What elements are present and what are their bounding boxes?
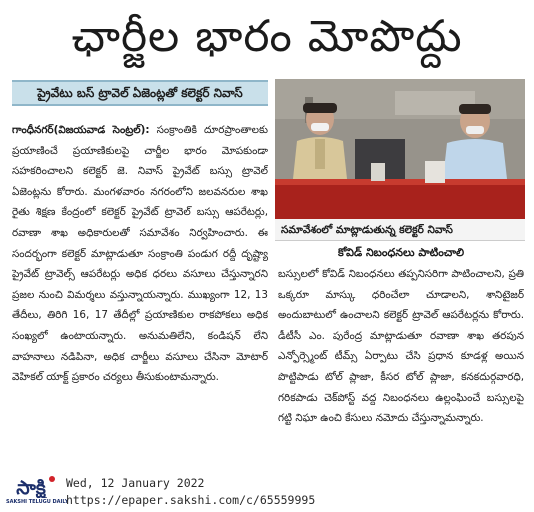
article-right-body: బస్సులలో కోవిడ్ నిబంధనలు తప్పనిసరిగా పాటించాలని, ప్రతి ఒక్కరూ మాస్కు ధరించేలా చూడాలని, శానిటైజర్ అందుబాటులో ఉంచాలని కలెక్టర్ ట్రావెల్ ఆపరేటర్లను కోరారు. డీటీసీ ఎం. పురేంద్ర మాట్లాడుతూ రవాణా శాఖ తరపున ఎన్ఫోర్స్మెంట్ టీమ్స్ ఏర్పాటు చేసి ప్రధాన కూడళ్ల అయిన పొట్టిపాడు టోల్ ప్లాజా, కీసర టోల్ ప్లాజా, కనకదుర్గవారధి, గరికపాడు చెక్‌పోస్ట్ వద్ద నిబంధనలు ఉల్లంఘించే బస్సులపై గట్టి నిఘా ఉంచి కేసులు నమోదు చేస్తున్నామన్నారు.: [278, 268, 524, 425]
article-left-paragraph: [12, 120, 268, 388]
page-footer: [0, 472, 534, 512]
meeting-photo-image: [275, 79, 525, 219]
article-left-column: [12, 120, 268, 500]
epaper-link[interactable]: https://epaper.sakshi.com/c/65559995: [66, 493, 316, 507]
photo-caption: సమావేశంలో మాట్లాడుతున్న కలెక్టర్ నివాస్: [281, 224, 453, 236]
article-headline: ఛార్జీల భారం మోపొద్దు: [71, 11, 463, 62]
sakshi-logo: [4, 474, 69, 510]
article-right-column: [278, 264, 524, 494]
article-subheadline: ప్రైవేటు బస్ ట్రావెల్ ఏజెంట్లతో కలెక్టర్ నివాస్: [37, 86, 243, 100]
sakshi-logo-word: సాక్షి: [16, 477, 46, 498]
article-left-body: సంక్రాంతికి దూరప్రాంతాలకు ప్రయాణించే ప్రయాణికులపై చార్జీల భారం మోపకుండా సహకరించాలని కలెక్టర్ జె. నివాస్ ప్రైవేట్ బస్సు ట్రావెల్ ఏజెంట్లను కోరారు. మంగళవారం నగరంలోని జలవనరుల శాఖ రైతు శిక్షణ కేంద్రంలో కలెక్టర్ ప్రైవేట్ ట్రావెల్ బస్సు ఆపరేటర్లు, రవాణా శాఖ అధికారులతో సమావేశం నిర్వహించారు. ఈ సందర్భంగా కలెక్టర్ మాట్లాడుతూ సంక్రాంతి పండుగ రద్దీ దృష్ట్యా ప్రైవేట్ ట్రావెల్స్ ఆపరేటర్లు అధిక ధరలు వసూలు చేస్తున్నారని ప్రజల నుంచి విమర్శలు వస్తున్నాయన్నారు. ముఖ్యంగా 12, 13 తేదీలు, తిరిగి 16, 17 తేదీల్లో ప్రయాణికుల రాకపోకలు అధిక సంఖ్యలో ఉంటాయన్నారు. అనుమతిలేని, కండిషన్ లేని వాహనాలు నడిపినా, అధిక చార్జీలు వసూలు చేసినా మోటార్ వెహికల్ యాక్ట్ ప్రకారం చర్యలు తీసుకుంటామన్నారు.: [12, 124, 268, 384]
logo-subtitle: SAKSHI TELUGU DAILY: [6, 499, 69, 505]
article-dateline: గాంధీనగర్(విజయవాడ సెంట్రల్):: [12, 124, 150, 136]
photo-caption-box: [275, 219, 525, 241]
article-subheadline-box: [12, 80, 268, 106]
sakshi-logo-mark: [4, 474, 58, 498]
meeting-photo: [275, 79, 525, 219]
edition-date: Wed, 12 January 2022: [66, 476, 205, 490]
section-heading: కోవిడ్ నిబంధనలు పాటించాలి: [337, 246, 465, 259]
